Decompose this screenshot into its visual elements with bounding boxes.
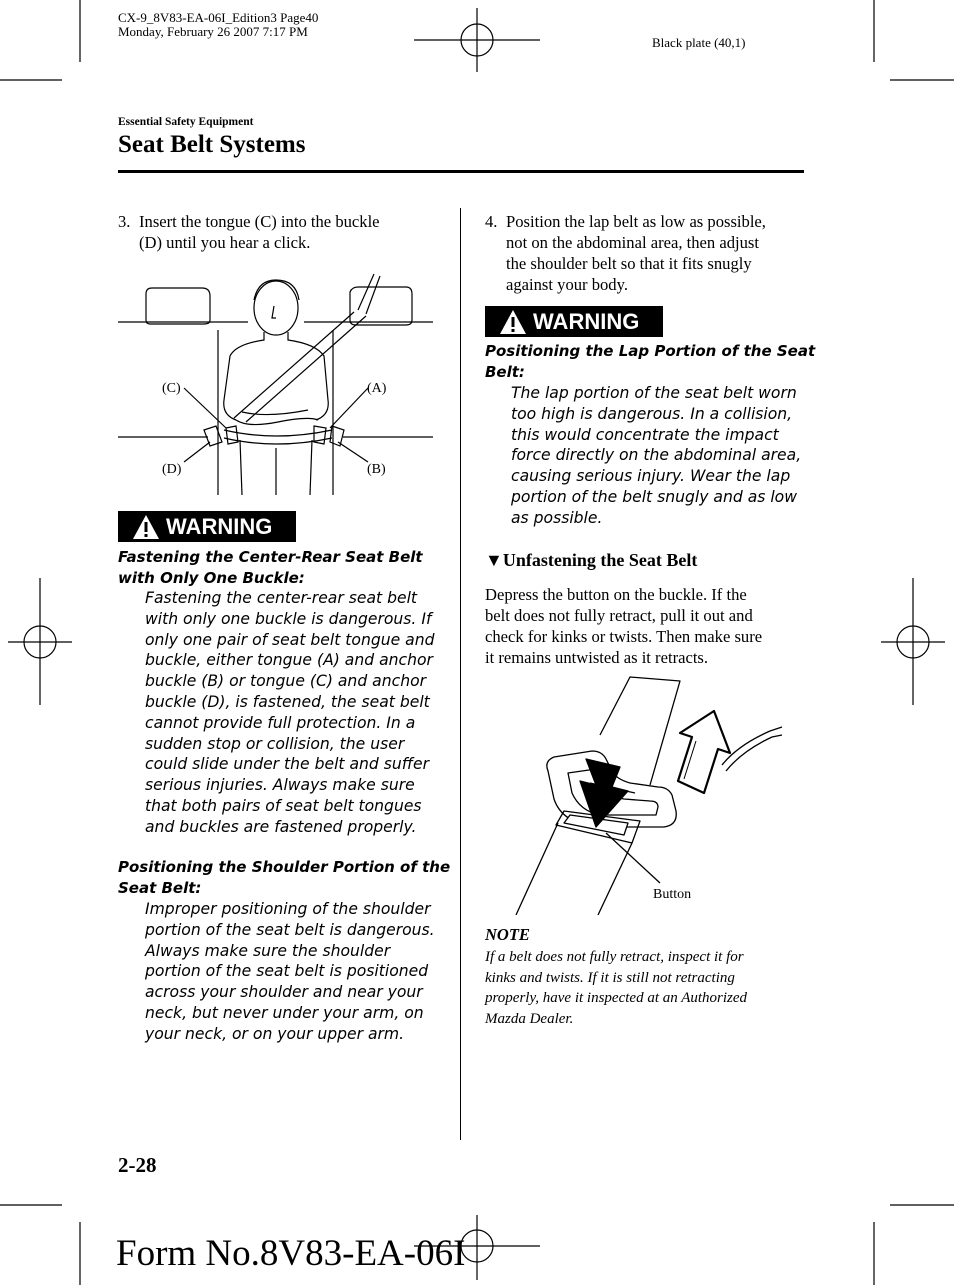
- paragraph-line: belt does not fully retract, pull it out and: [485, 606, 753, 625]
- warning-2-body-line: Always make sure the shoulder: [145, 941, 391, 960]
- warning-1-body-line: buckle (D), is fastened, the seat belt: [145, 692, 430, 711]
- warning-3-body-line: as possible.: [511, 508, 603, 527]
- print-date-line: Monday, February 26 2007 7:17 PM: [118, 24, 308, 39]
- warning-3-title-line: Positioning the Lap Portion of the Seat: [485, 342, 816, 360]
- note-line: If a belt does not fully retract, inspect it for: [485, 949, 744, 965]
- warning-triangle-icon: [132, 514, 160, 540]
- warning-2-title-line: Positioning the Shoulder Portion of the: [118, 858, 451, 876]
- warning-label-left: WARNING: [166, 513, 273, 539]
- warning-1-body-line: could slide under the belt and suffer: [145, 755, 430, 774]
- step-4-number: 4.: [485, 212, 498, 231]
- step-4-line: the shoulder belt so that it fits snugly: [506, 254, 752, 273]
- warning-3-body-line: causing serious injury. Wear the lap: [511, 467, 791, 486]
- warning-1-body-line: serious injuries. Always make sure: [145, 776, 415, 795]
- warning-2-body-line: across your shoulder and near your: [145, 983, 423, 1002]
- warning-3-body-line: this would concentrate the impact: [511, 425, 779, 444]
- warning-2-body-line: portion of the seat belt is dangerous.: [145, 920, 435, 939]
- step-3-line-1: Insert the tongue (C) into the buckle: [139, 212, 380, 231]
- step-4-text: [506, 211, 766, 295]
- warning-3-body-line: portion of the belt snugly and as low: [511, 487, 797, 506]
- paragraph-line: check for kinks or twists. Then make sure: [485, 627, 763, 646]
- warning-3-body: [511, 383, 801, 529]
- warning-3-body-line: too high is dangerous. In a collision,: [511, 404, 793, 423]
- warning-label-right: WARNING: [533, 308, 640, 334]
- paragraph-line: Depress the button on the buckle. If the: [485, 585, 747, 604]
- warning-2-body-line: portion of the seat belt is positioned: [145, 962, 429, 981]
- warning-2-body-line: neck, but never under your arm, on: [145, 1003, 424, 1022]
- warning-1-title: [118, 547, 423, 589]
- step-3-line-2: (D) until you hear a click.: [139, 233, 311, 252]
- warning-1-body-line: Fastening the center-rear seat belt: [145, 589, 418, 607]
- warning-2-body-line: Improper positioning of the shoulder: [145, 900, 431, 918]
- note-body: [485, 947, 747, 1029]
- warning-1-title-line: Fastening the Center-Rear Seat Belt: [118, 548, 423, 566]
- note-line: properly, have it inspected at an Authorized: [485, 990, 748, 1006]
- label-b: (B): [367, 462, 386, 477]
- warning-1-body-line: buckle, either tongue (A) and anchor: [145, 651, 433, 670]
- warning-2-body: [145, 899, 435, 1045]
- label-a: (A): [367, 381, 387, 396]
- unfasten-paragraph: [485, 584, 762, 668]
- paragraph-line: it remains untwisted as it retracts.: [485, 648, 709, 667]
- warning-1-body-line: and buckles are fastened properly.: [145, 817, 417, 836]
- page-title: Seat Belt Systems: [118, 131, 306, 158]
- warning-box-left: [118, 511, 296, 542]
- warning-1-body-line: cannot provide full protection. In a: [145, 713, 416, 732]
- warning-2-title-line: Seat Belt:: [118, 879, 202, 897]
- note-heading: NOTE: [485, 925, 530, 944]
- warning-1-body: [145, 588, 435, 838]
- warning-3-body-line: force directly on the abdominal area,: [511, 446, 802, 465]
- button-label: Button: [653, 887, 692, 902]
- warning-box-right: [485, 306, 663, 337]
- column-divider: [460, 208, 461, 1140]
- step-3-number: 3.: [118, 212, 131, 231]
- page-number: 2-28: [118, 1153, 157, 1177]
- buckle-figure: [118, 270, 433, 495]
- print-job-line: CX-9_8V83-EA-06I_Edition3 Page40: [118, 10, 319, 25]
- warning-3-title-line: Belt:: [485, 363, 525, 381]
- step-4-line: not on the abdominal area, then adjust: [506, 233, 759, 252]
- note-line: Mazda Dealer.: [485, 1010, 574, 1027]
- warning-1-title-line: with Only One Buckle:: [118, 569, 305, 587]
- plate-label: Black plate (40,1): [652, 35, 746, 50]
- warning-1-body-line: that both pairs of seat belt tongues: [145, 796, 422, 815]
- warning-1-body-line: buckle (B) or tongue (C) and anchor: [145, 672, 427, 691]
- buckle-release-figure: [500, 675, 790, 915]
- warning-1-body-line: only one pair of seat belt tongue and: [145, 630, 435, 649]
- warning-3-title: [485, 341, 815, 383]
- title-rule: [118, 170, 804, 173]
- section-label: Essential Safety Equipment: [118, 116, 254, 128]
- subheading-text: Unfastening the Seat Belt: [502, 550, 698, 570]
- warning-3-body-line: The lap portion of the seat belt worn: [511, 384, 797, 402]
- step-4-line: Position the lap belt as low as possible,: [506, 212, 766, 231]
- warning-2-body-line: your neck, or on your upper arm.: [145, 1024, 405, 1043]
- triangle-down-icon: ▼: [485, 550, 503, 570]
- label-c: (C): [162, 381, 181, 396]
- note-line: kinks and twists. If it is still not retracting: [485, 969, 735, 986]
- warning-2-title: [118, 857, 450, 899]
- step-4-line: against your body.: [506, 275, 628, 294]
- warning-triangle-icon: [499, 309, 527, 335]
- warning-1-body-line: with only one buckle is dangerous. If: [145, 609, 432, 628]
- subheading: [485, 550, 697, 571]
- form-number: Form No.8V83-EA-06I: [116, 1233, 466, 1274]
- warning-1-body-line: sudden stop or collision, the user: [145, 734, 405, 753]
- label-d: (D): [162, 462, 182, 477]
